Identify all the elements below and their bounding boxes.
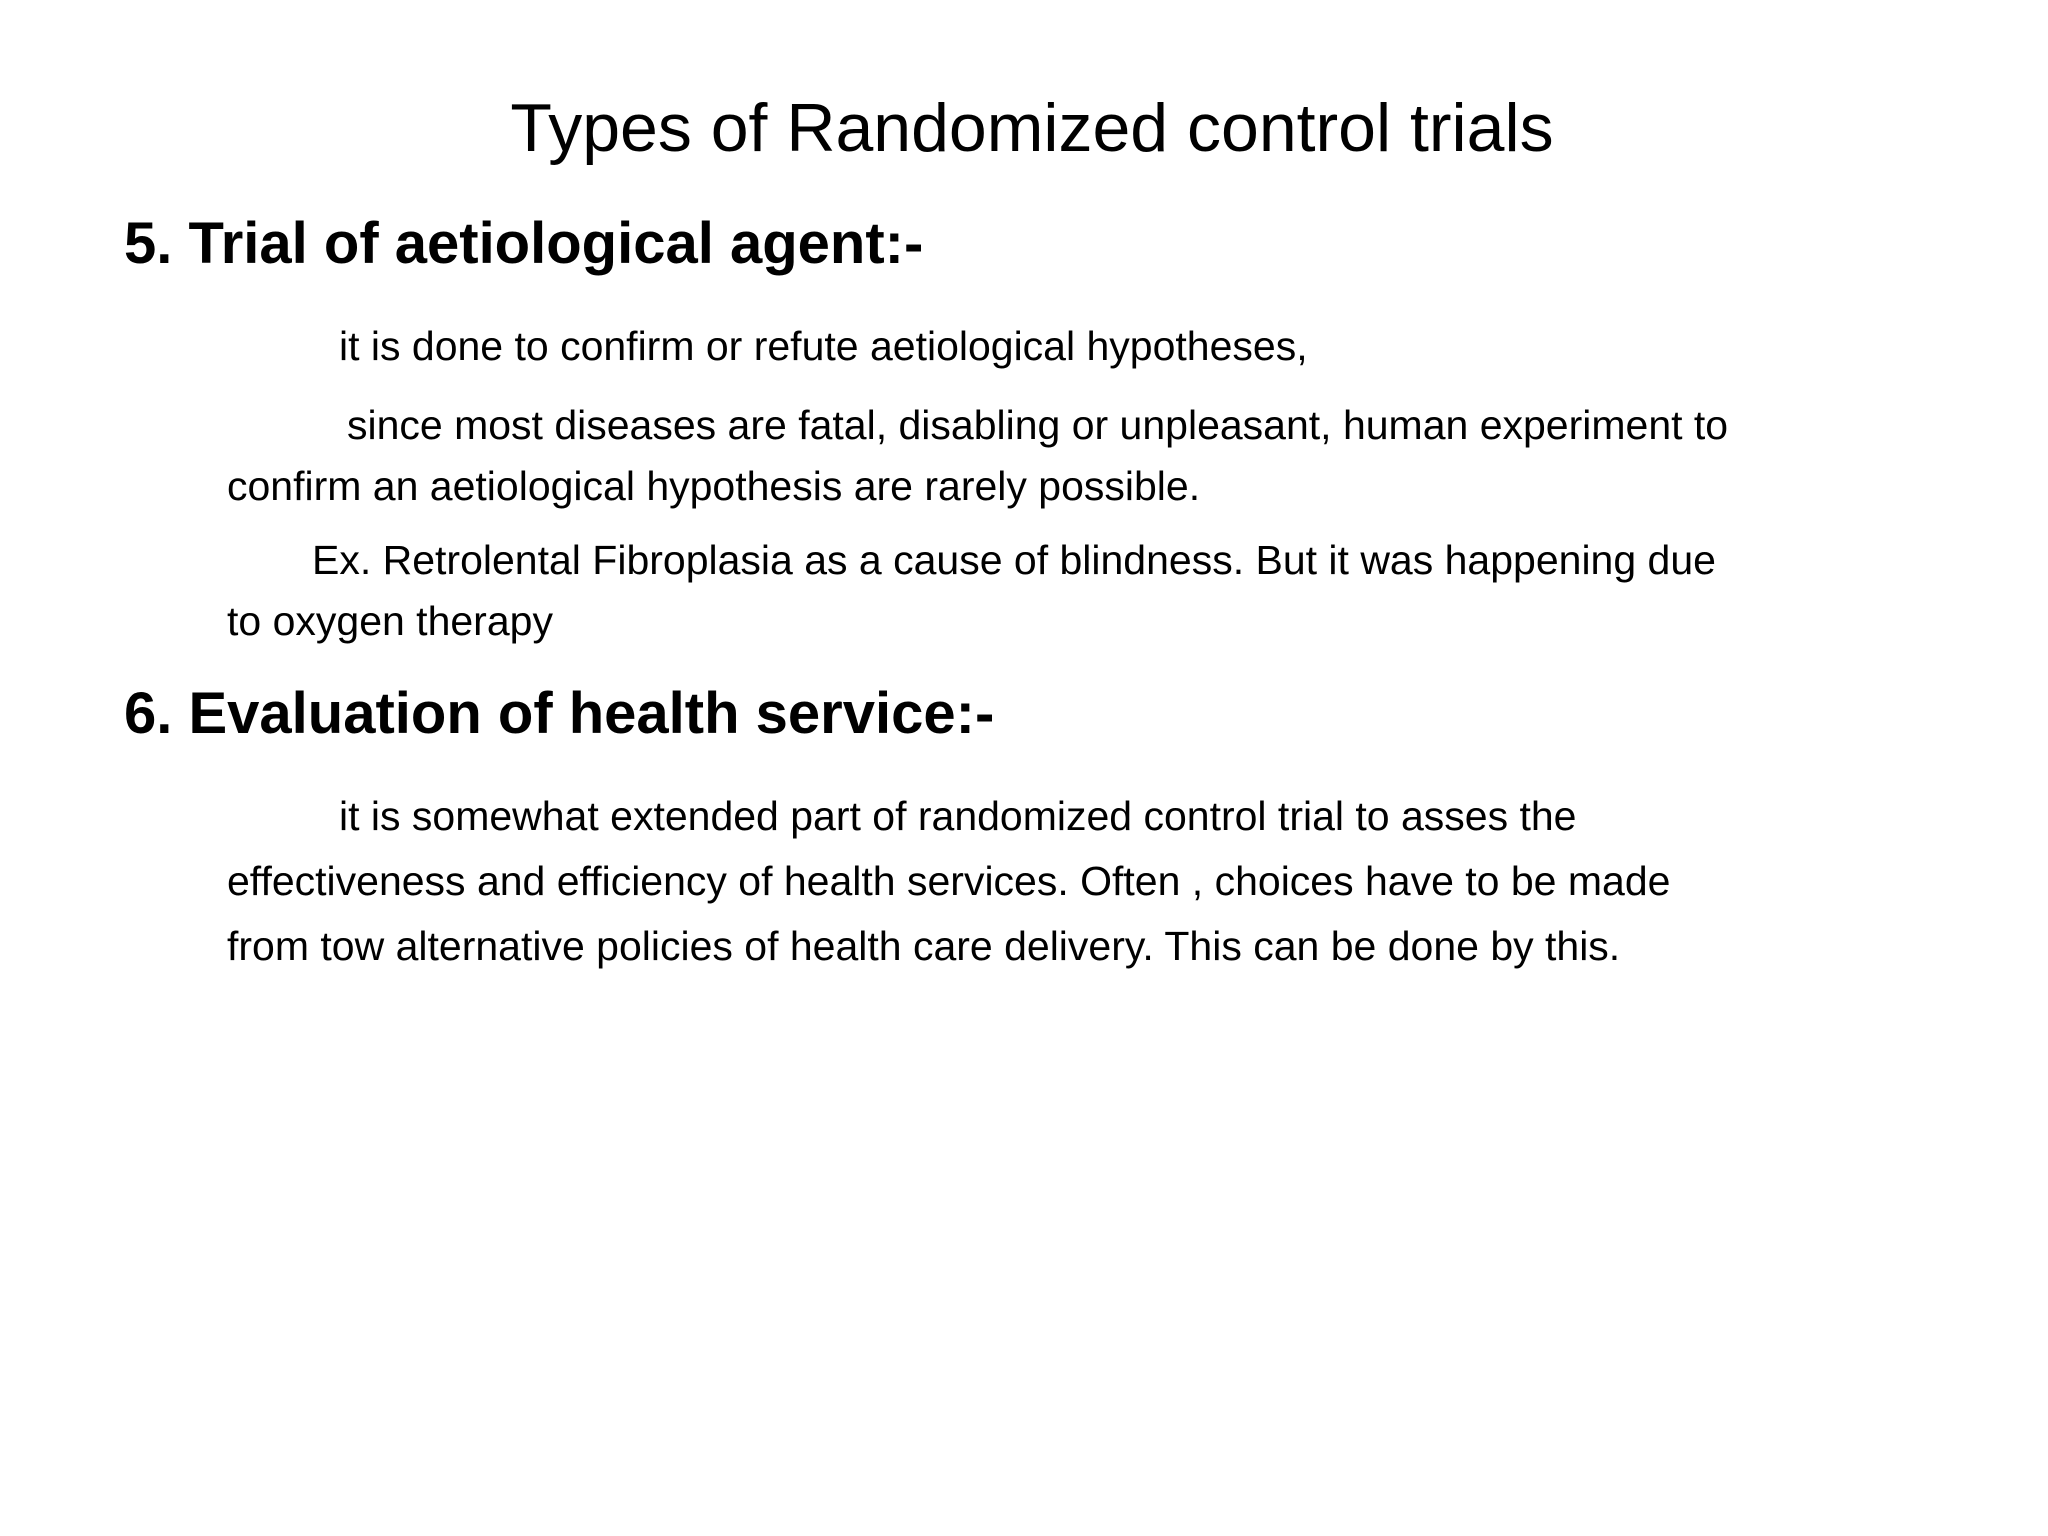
paragraph-line: it is done to confirm or refute aetiological hypotheses, [339, 323, 1308, 369]
paragraph-line: since most diseases are fatal, disabling or unpleasant, human experiment to [347, 402, 1729, 448]
paragraph-line: confirm an aetiological hypothesis are rarely possible. [227, 463, 1201, 509]
section-heading-aetiological-agent: 5. Trial of aetiological agent:- [124, 211, 924, 276]
slide-title: Types of Randomized control trials [510, 90, 1554, 166]
paragraph-line: Ex. Retrolental Fibroplasia as a cause of blindness. But it was happening due [312, 537, 1716, 583]
section-heading-health-service: 6. Evaluation of health service:- [124, 681, 995, 746]
paragraph-line: effectiveness and efficiency of health services. Often , choices have to be made [227, 858, 1671, 904]
paragraph-line: to oxygen therapy [227, 598, 553, 644]
paragraph-line: it is somewhat extended part of randomized control trial to asses the [339, 793, 1577, 839]
paragraph-line: from tow alternative policies of health care delivery. This can be done by this. [227, 923, 1621, 969]
